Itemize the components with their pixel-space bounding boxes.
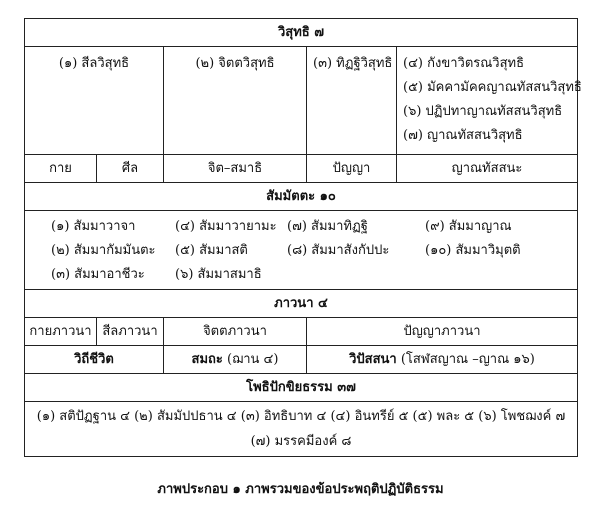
bodhipakkhiya-line-1: (๑) สติปัฏฐาน ๔ (๒) สัมมัปปธาน ๔ (๓) อิทธิบาท ๔ (๔) อินทรีย์ ๕ (๕) พละ ๕ (๖) โพชฌงค์ ๗ xyxy=(36,409,566,424)
sammatta-item: (๑) สัมมาวาจา xyxy=(51,219,136,234)
sammatta-item: (๖) สัมมาสมาธิ xyxy=(175,267,262,282)
sammatta-item: (๙) สัมมาญาณ xyxy=(425,219,512,234)
bhavana-title: ภาวนา ๔ xyxy=(25,290,578,318)
bodhipakkhiya-title: โพธิปักขิยธรรม ๓๗ xyxy=(25,374,578,402)
sammatta-item: (๑๐) สัมมาวิมุตติ xyxy=(425,243,521,258)
figure-caption: ภาพประกอบ ๑ ภาพรวมของข้อประพฤติปฏิบัติธรรม xyxy=(157,482,444,497)
sammatta-item: (๕) สัมมาสติ xyxy=(175,243,248,258)
visuddhi-item: (๗) ญาณทัสสนวิสุทธิ xyxy=(403,128,523,143)
visuddhi-cell-1 xyxy=(25,47,164,155)
sammatta-item: (๓) สัมมาอาชีวะ xyxy=(51,267,145,282)
sammatta-cell xyxy=(25,211,578,290)
sammatta-col-4 xyxy=(425,215,521,263)
practice-overview-table xyxy=(24,18,582,457)
visuddhi-cell-4 xyxy=(397,47,582,155)
samatha-cell xyxy=(164,346,307,374)
visuddhi-item: (๑) สีลวิสุทธิ xyxy=(58,56,130,71)
visuddhi-item: (๕) มัคคามัคคญาณทัสสนวิสุทธิ xyxy=(403,80,582,95)
sammatta-item: (๔) สัมมาวายามะ xyxy=(175,219,277,234)
bhavana-wisdom: ปัญญาภาวนา xyxy=(307,318,578,346)
category-precept: ศีล xyxy=(97,155,164,183)
visuddhi-cell-3 xyxy=(307,47,397,155)
bhavana-body: กายภาวนา xyxy=(25,318,97,346)
vipassana-label: วิปัสสนา xyxy=(349,352,397,367)
samatha-note: (ฌาน ๔) xyxy=(222,352,279,367)
category-body: กาย xyxy=(25,155,97,183)
category-wisdom: ปัญญา xyxy=(307,155,397,183)
bhavana-mind: จิตตภาวนา xyxy=(164,318,307,346)
way-of-life: วิถีชีวิต xyxy=(25,346,164,374)
visuddhi-item: (๒) จิตตวิสุทธิ xyxy=(195,56,275,71)
sammatta-col-3 xyxy=(287,215,389,263)
vipassana-note: (โสฬสญาณ –ญาณ ๑๖) xyxy=(396,352,535,367)
visuddhi-cell-2 xyxy=(164,47,307,155)
visuddhi-item: (๓) ทิฏฐิวิสุทธิ xyxy=(313,56,393,71)
visuddhi-title: วิสุทธิ ๗ xyxy=(25,19,578,47)
visuddhi-item: (๖) ปฏิปทาญาณทัสสนวิสุทธิ xyxy=(403,104,563,119)
vipassana-cell xyxy=(307,346,578,374)
sammatta-item: (๘) สัมมาสังกัปปะ xyxy=(287,243,390,258)
visuddhi-item: (๔) กังขาวิตรณวิสุทธิ xyxy=(403,56,525,71)
bodhipakkhiya-cell xyxy=(25,402,578,457)
sammatta-col-2 xyxy=(175,215,277,287)
sammatta-item: (๒) สัมมากัมมันตะ xyxy=(51,243,156,258)
bodhipakkhiya-line-2: (๗) มรรคมีองค์ ๘ xyxy=(250,434,352,449)
category-insight-knowledge: ญาณทัสสนะ xyxy=(397,155,578,183)
sammatta-title: สัมมัตตะ ๑๐ xyxy=(25,183,578,211)
samatha-label: สมถะ xyxy=(191,352,223,367)
sammatta-item: (๗) สัมมาทิฏฐิ xyxy=(287,219,368,234)
bhavana-precept: สีลภาวนา xyxy=(97,318,164,346)
category-mind: จิต–สมาธิ xyxy=(164,155,307,183)
sammatta-col-1 xyxy=(51,215,156,287)
